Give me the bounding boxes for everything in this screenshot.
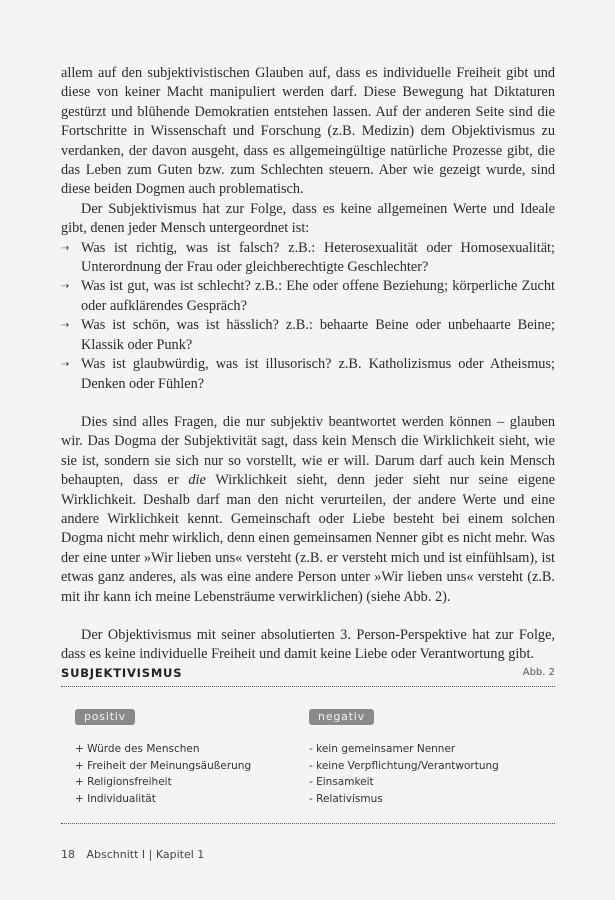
positive-column [75, 705, 305, 807]
positive-badge: positiv [75, 709, 135, 725]
emphasis-die: die [188, 472, 206, 489]
divider [61, 823, 555, 824]
list-item: - keine Verpflichtung/Verantwortung [309, 759, 499, 772]
list-item: - Relativismus [309, 792, 383, 805]
paragraph-4: Der Objektivismus mit seiner absolutierten 3. Person-Perspektive hat zur Folge, dass es keine individuelle Freiheit und damit keine Liebe oder Verantwortung gibt. [61, 626, 555, 663]
figure-subjektivismus [61, 666, 555, 824]
arrow-right-icon: ⇢ [61, 242, 70, 254]
list-item: - kein gemeinsamer Nenner [309, 743, 456, 755]
figure-title: SUBJEKTIVISMUS [61, 666, 183, 680]
negative-list [309, 741, 539, 807]
page-footer [61, 848, 204, 861]
list-item: + Würde des Menschen [75, 743, 200, 755]
negative-badge: negativ [309, 709, 374, 725]
page-number: 18 [61, 848, 75, 861]
list-item: + Individualität [75, 792, 156, 805]
list-item: ⇢ Was ist schön, was ist hässlich? z.B.: behaarte Beine oder unbehaarte Beine; Klassik oder Punk? [61, 317, 555, 353]
section-label: Abschnitt I | Kapitel 1 [86, 848, 205, 861]
figure-header [61, 666, 555, 686]
list-item: ⇢ Was ist gut, was ist schlecht? z.B.: Ehe oder offene Beziehung; körperliche Zucht oder aufklärendes Gespräch? [61, 278, 555, 314]
list-item: - Einsamkeit [309, 776, 374, 788]
list-item: ⇢ Was ist richtig, was ist falsch? z.B.: Heterosexualität oder Homosexualität; Unterordnung der Frau oder gleichberechtigte Geschlechter? [61, 239, 555, 276]
figure-label: Abb. 2 [522, 667, 555, 678]
question-list [61, 239, 555, 394]
negative-column [309, 705, 539, 807]
list-item: + Freiheit der Meinungsäußerung [75, 759, 252, 772]
paragraph-3: Dies sind alles Fragen, die nur subjektiv beantwortet werden können – glauben wir. Das Dogma der Subjektivität sagt, dass kein Mensch die Wirklichkeit sieht, wie sie ist, sondern sie sich nur so vorstellt, wie er will. Darum darf auch kein Mensch behaupten, dass er die Wirklichkeit sieht, denn jeder sieht nur seine eigene Wirklichkeit. Deshalb darf man den nicht verurteilen, der andere Werte und eine andere Wirklichkeit kennt. Gemeinschaft oder Liebe besteht bei einem solchen Dogma nicht mehr wirklich, denn einen gemeinsamen Nenner gibt es nicht mehr. Was der eine unter »Wir lieben uns« versteht (z.B. er versteht mich und ist einfühlsam), ist etwas ganz anderes, als was eine andere Person unter »Wir lieben uns« versteht (z.B. mit ihr kann ich meine Lebensträume verwirklichen) (siehe Abb. 2). [61, 413, 555, 605]
positive-list [75, 741, 305, 807]
list-item: ⇢ Was ist glaubwürdig, was ist illusorisch? z.B. Katholizismus oder Atheismus; Denken oder Fühlen? [61, 356, 555, 392]
arrow-right-icon: ⇢ [61, 281, 70, 293]
list-item: + Religionsfreiheit [75, 776, 172, 788]
paragraph-1: allem auf den subjektivistischen Glauben auf, dass es individuelle Freiheit gibt und diese von keiner Macht manipuliert werden darf. Diese Bewegung hat Diktaturen gestürzt und blühende Demokratien entstehen lassen. Auf der anderen Seite sind die Fortschritte in Wissenschaft und Forschung (z.B. Medizin) dem Objektivismus zu verdanken, der davon ausgeht, dass es allgemeingültige natürliche Prozesse gibt, die das Leben zum Guten bzw. zum Schlechten steuern. Aber wie gezeigt wurde, sind diese beiden Dogmen auch problematisch. [61, 65, 555, 198]
body-text [61, 64, 555, 665]
figure-columns [61, 687, 555, 823]
paragraph-2: Der Subjektivismus hat zur Folge, dass es keine allgemeinen Werte und Ideale gibt, denen jeder Mensch untergeordnet ist: [61, 200, 555, 237]
arrow-right-icon: ⇢ [61, 320, 70, 332]
arrow-right-icon: ⇢ [61, 359, 70, 371]
